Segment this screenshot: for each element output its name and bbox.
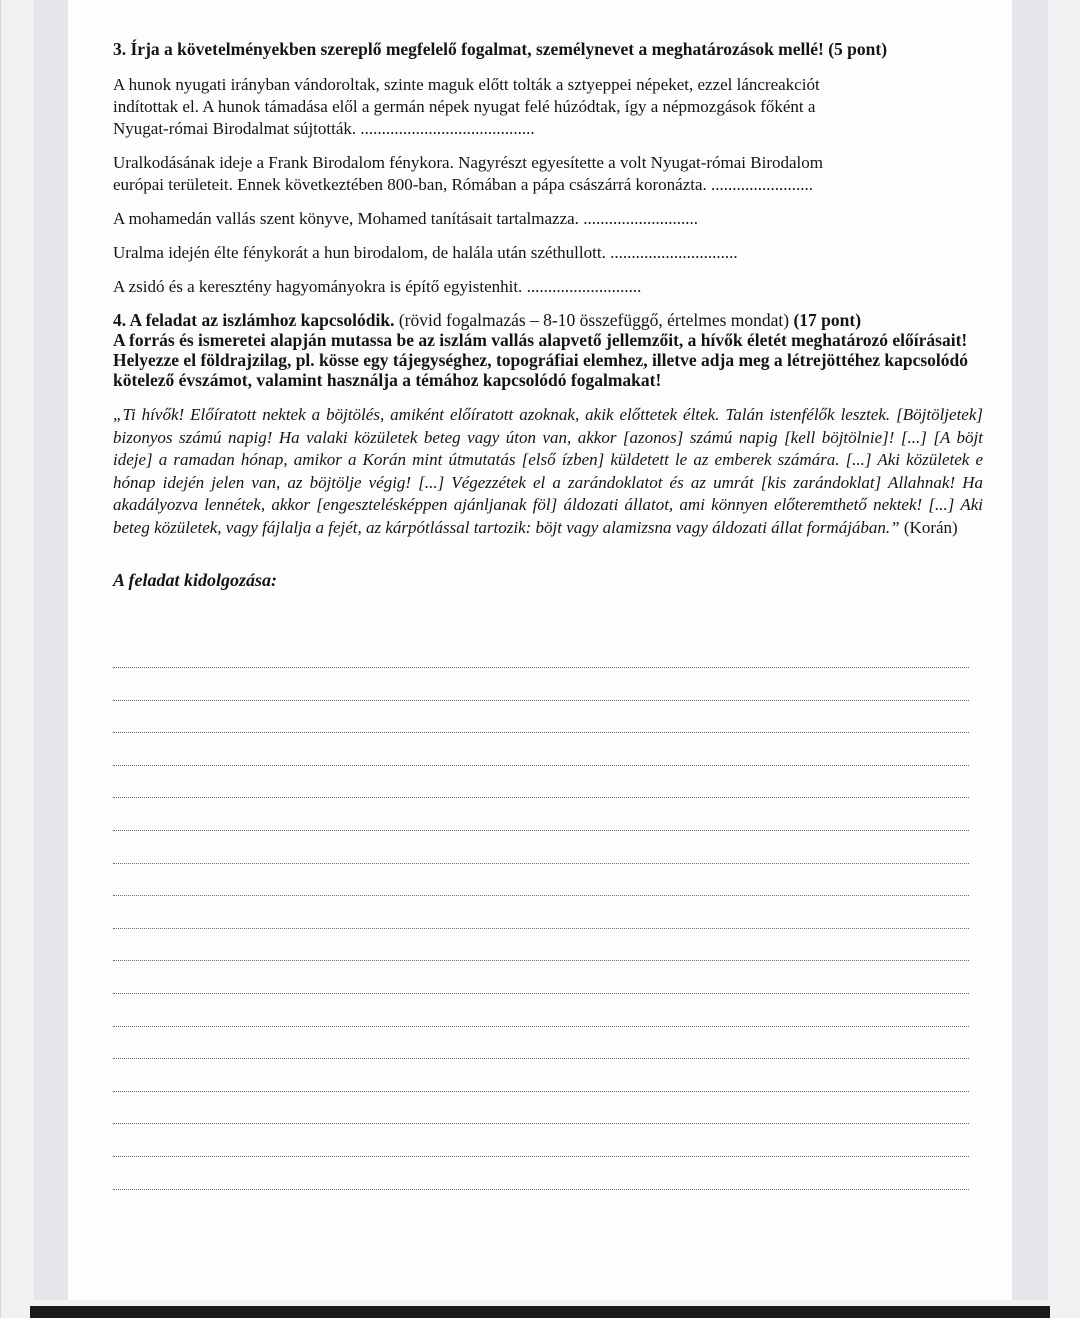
definition-line bbox=[113, 208, 983, 230]
answer-line[interactable] bbox=[113, 1156, 969, 1189]
koran-quote-text: „Ti hívők! Előíratott nektek a böjtölés, amiként előíratott azoknak, akik előttetek éltek. Talán istenfélők lesztek. [Böjtöljetek] bizonyos számú napig! Ha valaki közületek beteg vagy úton van, akkor [azonos] számú napig [kell böjtölnie]! [...] [A böjt ideje] a ramadan hónap, amikor a Korán mint útmutatás [első ízben] küldetett le az emberek számára. [...] Aki közületek e hónap idején jelen van, az böjtölje végig! [...] Végezzétek el a zarándoklatot és az umrát [kis zarándoklat] Allahnak! Ha akadályozva lennétek, akkor [engesztelésképpen ajánljanak föl] áldozati állatot, ami könnyen előteremthető nektek! [...] Aki beteg közületek, vagy fájlalja a fejét, az kárpótlással tartozik: böjt vagy alamizsna vagy áldozati állat formájában.” bbox=[113, 405, 983, 537]
definition-line bbox=[113, 242, 983, 264]
answer-line[interactable] bbox=[113, 928, 969, 961]
definition-text: Uralma idején élte fénykorát a hun birodalom, de halála után széthullott. bbox=[113, 243, 606, 262]
answer-line[interactable] bbox=[113, 960, 969, 993]
answer-line[interactable] bbox=[113, 732, 969, 765]
definition-line bbox=[113, 174, 983, 196]
definition-line bbox=[113, 276, 983, 298]
question-4-heading-note: (rövid fogalmazás – 8-10 összefüggő, értelmes mondat) bbox=[394, 310, 794, 330]
definition-item bbox=[113, 208, 983, 230]
answer-line[interactable] bbox=[113, 1123, 969, 1156]
definition-item bbox=[113, 242, 983, 264]
definition-text: A mohamedán vallás szent könyve, Mohamed tanításait tartalmazza. bbox=[113, 209, 579, 228]
answer-blank[interactable]: .............................. bbox=[610, 243, 738, 262]
koran-quote bbox=[113, 404, 983, 539]
answer-line[interactable] bbox=[113, 1058, 969, 1091]
question-4-points: (17 pont) bbox=[793, 310, 862, 330]
definition-line bbox=[113, 118, 983, 140]
page-content bbox=[113, 38, 983, 591]
definition-line: indítottak el. A hunok támadása elől a germán népek nyugat felé húzódtak, így a népmozgások főként a bbox=[113, 97, 816, 116]
definition-text: A zsidó és a keresztény hagyományokra is építő egyistenhit. bbox=[113, 277, 523, 296]
question-4-instruction: A forrás és ismeretei alapján mutassa be az iszlám vallás alapvető jellemzőit, a hívők életét meghatározó előírásait! Helyezze el földrajzilag, pl. kösse egy tájegységhez, topográfiai elemhez, illetve adja meg a létrejöttéhez kapcsolódó kötelező évszámot, valamint használja a témához kapcsolódó fogalmakat! bbox=[113, 330, 969, 390]
question-3-definitions bbox=[113, 74, 983, 298]
answer-line[interactable] bbox=[113, 667, 969, 700]
document-page bbox=[68, 0, 1012, 1300]
bottom-bar bbox=[30, 1306, 1050, 1318]
question-3-heading: 3. Írja a követelményekben szereplő megfelelő fogalmat, személynevet a meghatározások mellé! (5 pont) bbox=[113, 39, 888, 59]
definition-line: A hunok nyugati irányban vándoroltak, szinte maguk előtt tolták a sztyeppei népeket, ezzel láncreakciót bbox=[113, 75, 820, 94]
right-margin-strip bbox=[1012, 0, 1048, 1300]
answer-line[interactable] bbox=[113, 1189, 969, 1222]
definition-text: európai területeit. Ennek következtében 800-ban, Rómában a pápa császárrá koronázta. bbox=[113, 175, 707, 194]
koran-quote-source: (Korán) bbox=[899, 517, 958, 537]
left-margin-strip bbox=[34, 0, 68, 1300]
answer-lines bbox=[113, 667, 969, 1221]
answer-line[interactable] bbox=[113, 1026, 969, 1059]
answer-blank[interactable]: ........................ bbox=[711, 175, 814, 194]
definition-item bbox=[113, 276, 983, 298]
question-4-heading bbox=[113, 310, 983, 330]
answer-line[interactable] bbox=[113, 863, 969, 896]
definition-line: Uralkodásának ideje a Frank Birodalom fénykora. Nagyrészt egyesítette a volt Nyugat-római Birodalom bbox=[113, 153, 823, 172]
answer-line[interactable] bbox=[113, 993, 969, 1026]
answer-line[interactable] bbox=[113, 1091, 969, 1124]
answer-blank[interactable]: ........................... bbox=[526, 277, 642, 296]
definition-item bbox=[113, 74, 983, 140]
definition-text: Nyugat-római Birodalmat sújtották. bbox=[113, 119, 357, 138]
answer-section-title: A feladat kidolgozása: bbox=[113, 570, 278, 590]
question-4-heading-bold: 4. A feladat az iszlámhoz kapcsolódik. bbox=[113, 310, 395, 330]
answer-line[interactable] bbox=[113, 895, 969, 928]
answer-line[interactable] bbox=[113, 797, 969, 830]
definition-item bbox=[113, 152, 983, 196]
answer-line[interactable] bbox=[113, 830, 969, 863]
answer-blank[interactable]: ......................................... bbox=[360, 119, 535, 138]
answer-line[interactable] bbox=[113, 700, 969, 733]
answer-line[interactable] bbox=[113, 765, 969, 798]
answer-blank[interactable]: ........................... bbox=[583, 209, 698, 228]
